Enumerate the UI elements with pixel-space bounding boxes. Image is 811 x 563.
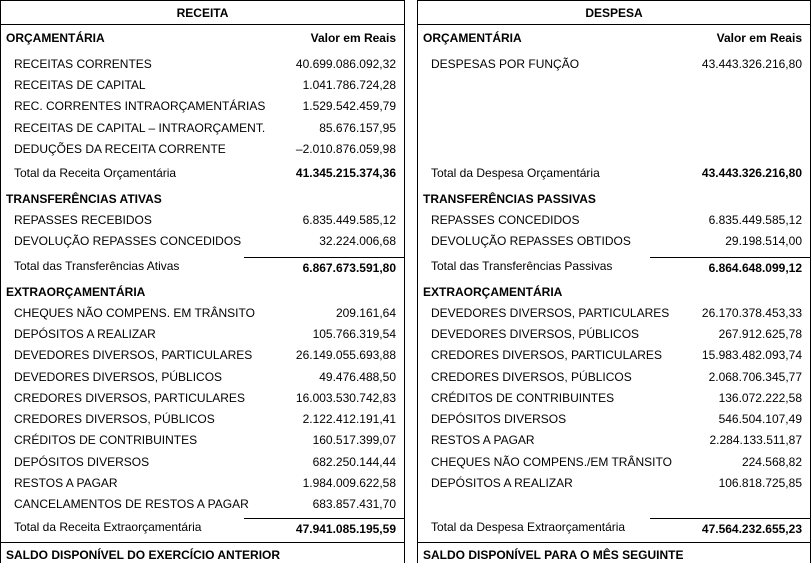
- row-label: REPASSES CONCEDIDOS: [431, 212, 580, 227]
- table-title: RECEITA: [1, 1, 404, 25]
- total-row: [418, 256, 810, 276]
- table-row: [418, 430, 810, 451]
- row-value: 2.284.133.511,87: [709, 433, 802, 448]
- table-row: [1, 387, 404, 408]
- section-body: [418, 53, 810, 159]
- total-label: Total da Despesa Extraorçamentária: [431, 520, 626, 534]
- table-title: DESPESA: [418, 1, 810, 25]
- table-row: [418, 472, 810, 493]
- row-value: 2.068.706.345,77: [708, 369, 802, 384]
- row-value: 2.122.412.191,41: [302, 412, 396, 427]
- total-label: Total da Despesa Orçamentária: [431, 166, 600, 180]
- row-value: 267.912.625,78: [718, 326, 802, 341]
- row-label: RECEITAS DE CAPITAL – INTRAORÇAMENT.: [14, 120, 266, 135]
- row-label: CRÉDITOS DE CONTRIBUINTES: [14, 433, 198, 448]
- row-value: 6.835.449.585,12: [708, 212, 802, 227]
- row-label: CREDORES DIVERSOS, PARTICULARES: [431, 348, 662, 363]
- row-label: DEVEDORES DIVERSOS, PARTICULARES: [14, 348, 253, 363]
- row-label: DEDUÇÕES DA RECEITA CORRENTE: [14, 141, 226, 156]
- total-value: 6.864.648.099,12: [650, 257, 810, 275]
- row-label: CHEQUES NÃO COMPENS. EM TRÂNSITO: [14, 305, 255, 320]
- table-row: [1, 96, 404, 117]
- total-row: [1, 517, 404, 537]
- row-value: 546.504.107,49: [718, 412, 802, 427]
- row-value: 26.170.378.453,33: [701, 305, 802, 320]
- section-body: [1, 53, 404, 159]
- row-label: DEVEDORES DIVERSOS, PARTICULARES: [431, 305, 670, 320]
- table-section: [1, 189, 404, 276]
- table-section: [1, 282, 404, 537]
- row-label: CANCELAMENTOS DE RESTOS A PAGAR: [14, 497, 249, 512]
- table-row: [1, 345, 404, 366]
- table-row: [418, 230, 810, 251]
- row-label: REC. CORRENTES INTRAORÇAMENTÁRIAS: [14, 99, 266, 114]
- table-row: [418, 451, 810, 472]
- value-column-header: Valor em Reais: [310, 30, 396, 45]
- table-section: [1, 53, 404, 183]
- section-body: [418, 302, 810, 515]
- row-value: 1.041.786.724,28: [302, 77, 396, 92]
- total-value: 47.564.232.655,23: [650, 518, 810, 536]
- section-header: TRANSFERÊNCIAS ATIVAS: [6, 192, 162, 206]
- row-label: RECEITAS CORRENTES: [14, 56, 152, 71]
- despesa-table: [417, 0, 811, 563]
- table-sections: [418, 53, 810, 537]
- table-section: [418, 53, 810, 183]
- section-body: [1, 302, 404, 515]
- section-header: EXTRAORÇAMENTÁRIA: [6, 285, 146, 299]
- table-row: [1, 408, 404, 429]
- value-column-header: Valor em Reais: [716, 30, 802, 45]
- table-row: [1, 430, 404, 451]
- total-label: Total da Receita Extraorçamentária: [14, 520, 202, 534]
- receita-table: [0, 0, 405, 563]
- table-row: [1, 451, 404, 472]
- total-row: [1, 163, 404, 183]
- row-label: DEVOLUÇÃO REPASSES CONCEDIDOS: [14, 233, 242, 248]
- table-footer: SALDO DISPONÍVEL DO EXERCÍCIO ANTERIOR: [1, 542, 404, 563]
- row-value: 15.983.482.093,74: [701, 348, 802, 363]
- row-value: 26.149.055.693,88: [295, 348, 396, 363]
- table-row: [1, 138, 404, 159]
- total-label: Total das Transferências Passivas: [431, 259, 613, 273]
- table-row: [1, 117, 404, 138]
- total-row: [418, 517, 810, 537]
- row-label: DEVOLUÇÃO REPASSES OBTIDOS: [431, 233, 631, 248]
- table-subheader: [418, 25, 810, 47]
- table-row: [418, 345, 810, 366]
- row-value: 85.676.157,95: [319, 120, 396, 135]
- table-footer: SALDO DISPONÍVEL PARA O MÊS SEGUINTE: [418, 542, 810, 563]
- section-header: TRANSFERÊNCIAS PASSIVAS: [423, 192, 596, 206]
- table-sections: [1, 53, 404, 537]
- row-label: RECEITAS DE CAPITAL: [14, 77, 146, 92]
- row-value: 49.476.488,50: [319, 369, 396, 384]
- row-value: 224.568,82: [741, 454, 802, 469]
- row-label: CREDORES DIVERSOS, PÚBLICOS: [431, 369, 632, 384]
- table-row: [1, 302, 404, 323]
- table-row: [418, 209, 810, 230]
- table-row: [418, 387, 810, 408]
- table-row: [1, 53, 404, 74]
- table-section: [418, 282, 810, 537]
- row-value: 16.003.530.742,83: [295, 390, 396, 405]
- row-value: 106.818.725,85: [718, 476, 802, 491]
- table-row: [1, 472, 404, 493]
- row-value: 43.443.326.216,80: [701, 56, 802, 71]
- row-value: 29.198.514,00: [725, 233, 802, 248]
- row-label: CREDORES DIVERSOS, PARTICULARES: [14, 390, 245, 405]
- row-value: 160.517.399,07: [312, 433, 396, 448]
- row-label: RESTOS A PAGAR: [14, 476, 118, 491]
- row-value: 136.072.222,58: [718, 390, 802, 405]
- row-value: –2.010.876.059,98: [295, 141, 396, 156]
- row-label: CRÉDITOS DE CONTRIBUINTES: [431, 390, 615, 405]
- total-row: [1, 256, 404, 276]
- section-body: [1, 209, 404, 252]
- table-row: [418, 53, 810, 74]
- total-value: 6.867.673.591,80: [244, 257, 404, 275]
- row-label: REPASSES RECEBIDOS: [14, 212, 152, 227]
- row-label: DEPÓSITOS A REALIZAR: [14, 326, 156, 341]
- row-label: RESTOS A PAGAR: [431, 433, 535, 448]
- table-row: [418, 302, 810, 323]
- row-value: 105.766.319,54: [312, 326, 396, 341]
- row-value: 32.224.006,68: [319, 233, 396, 248]
- table-subheader: [1, 25, 404, 47]
- section-body: [418, 209, 810, 252]
- subheader-section-label: ORÇAMENTÁRIA: [6, 30, 105, 45]
- total-label: Total das Transferências Ativas: [14, 259, 180, 273]
- row-label: CREDORES DIVERSOS, PÚBLICOS: [14, 412, 215, 427]
- row-value: 1.529.542.459,79: [302, 99, 396, 114]
- table-section: [418, 189, 810, 276]
- total-value: 41.345.215.374,36: [295, 166, 396, 180]
- table-row: [418, 366, 810, 387]
- total-value: 47.941.085.195,59: [244, 518, 404, 536]
- table-row: [1, 230, 404, 251]
- subheader-section-label: ORÇAMENTÁRIA: [423, 30, 522, 45]
- row-value: 683.857.431,70: [312, 497, 396, 512]
- row-value: 1.984.009.622,58: [302, 476, 396, 491]
- table-row: [418, 408, 810, 429]
- section-header: EXTRAORÇAMENTÁRIA: [423, 285, 563, 299]
- total-value: 43.443.326.216,80: [701, 166, 802, 180]
- table-row: [1, 74, 404, 95]
- row-label: DEPÓSITOS DIVERSOS: [431, 412, 567, 427]
- table-row: [1, 323, 404, 344]
- table-row: [1, 366, 404, 387]
- table-row: [1, 209, 404, 230]
- row-value: 6.835.449.585,12: [302, 212, 396, 227]
- table-row: [418, 323, 810, 344]
- row-value: 40.699.086.092,32: [295, 56, 396, 71]
- row-value: 682.250.144,44: [312, 454, 396, 469]
- total-label: Total da Receita Orçamentária: [14, 166, 177, 180]
- row-label: DEPÓSITOS A REALIZAR: [431, 476, 573, 491]
- row-label: DEPÓSITOS DIVERSOS: [14, 454, 150, 469]
- table-row: [1, 494, 404, 515]
- row-label: DEVEDORES DIVERSOS, PÚBLICOS: [14, 369, 223, 384]
- row-label: CHEQUES NÃO COMPENS./EM TRÂNSITO: [431, 454, 672, 469]
- row-label: DESPESAS POR FUNÇÃO: [431, 56, 580, 71]
- row-value: 209.161,64: [335, 305, 396, 320]
- row-label: DEVEDORES DIVERSOS, PÚBLICOS: [431, 326, 640, 341]
- total-row: [418, 163, 810, 183]
